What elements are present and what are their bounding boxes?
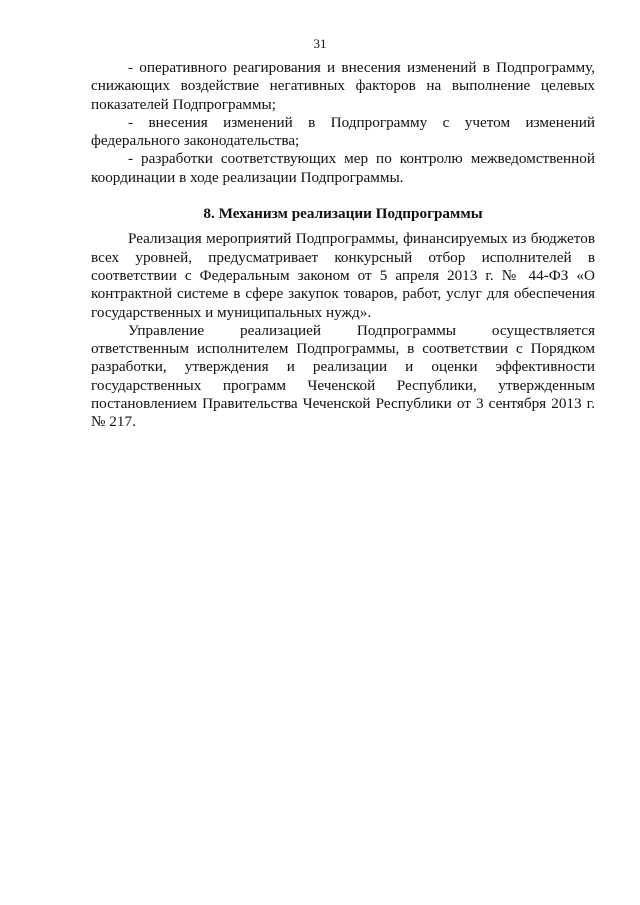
paragraph-implementation: Реализация мероприятий Подпрограммы, финансируемых из бюджетов всех уровней, предусматривает конкурсный отбор исполнителей в соответствии с Федеральным законом от 5 апреля 2013 г. № 44-ФЗ «О контрактной системе в сфере закупок товаров, работ, услуг для обеспечения государственных и муниципальных нужд». bbox=[91, 230, 595, 321]
page-number: 31 bbox=[313, 36, 327, 51]
section-heading: 8. Механизм реализации Подпрограммы bbox=[203, 205, 483, 223]
list-item-legislation-changes: - внесения изменений в Подпрограмму с учетом изменений федерального законодательства; bbox=[91, 113, 595, 150]
list-item-coordination-control: - разработки соответствующих мер по контролю межведомственной координации в ходе реализации Подпрограммы. bbox=[91, 150, 595, 186]
document-body bbox=[91, 59, 595, 432]
list-item-rapid-response: - оперативного реагирования и внесения изменений в Подпрограмму, снижающих воздействие негативных факторов на выполнение целевых показателей Подпрограммы; bbox=[91, 59, 595, 113]
paragraph-management: Управление реализацией Подпрограммы осуществляется ответственным исполнителем Подпрограммы, в соответствии с Порядком разработки, утверждения и реализации и оценки эффективности государственных программ Чеченской Республики, утвержденным постановлением Правительства Чеченской Республики от 3 сентября 2013 г. № 217. bbox=[91, 321, 595, 431]
